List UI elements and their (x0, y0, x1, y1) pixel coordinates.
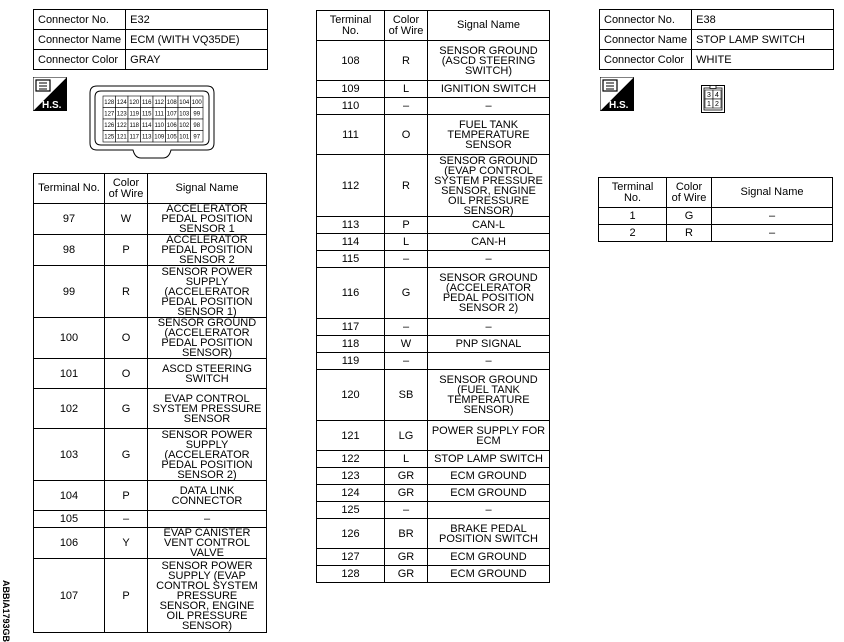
connector-pin-label: 111 (154, 111, 164, 118)
table-row (34, 559, 267, 633)
wire-color-cell: P (105, 559, 148, 633)
signal-name-cell: SENSOR GROUND (EVAP CONTROL SYSTEM PRESSURE SENSOR, ENGINE OIL PRESSURE SENSOR) (428, 155, 550, 217)
terminal-cell: 118 (317, 336, 385, 353)
signal-name-cell: – (428, 502, 550, 519)
terminal-cell: 115 (317, 251, 385, 268)
wire-color-cell: LG (385, 421, 428, 451)
left-connector-info (33, 9, 268, 70)
connector-pin-label: 124 (116, 100, 127, 106)
ecm-connector-face (87, 83, 217, 161)
wire-color-cell: GR (385, 468, 428, 485)
terminal-cell: 100 (34, 318, 105, 359)
terminal-cell: 101 (34, 359, 105, 389)
info-value: ECM (WITH VQ35DE) (126, 30, 268, 50)
table-row (317, 155, 550, 217)
table-row (317, 251, 550, 268)
connector-pin-label: 115 (141, 111, 152, 118)
stop-lamp-connector-face (701, 85, 725, 113)
col-signal-header: Signal Name (712, 178, 833, 208)
table-row (317, 98, 550, 115)
terminal-cell: 104 (34, 481, 105, 511)
table-row (317, 370, 550, 421)
figure-code: ABBIA1793GB (1, 580, 11, 642)
connector-pin-label: 102 (179, 123, 190, 129)
wire-color-cell: W (105, 204, 148, 235)
connector-pin-label: 1 (707, 101, 711, 108)
connector-pin-label: 128 (104, 100, 115, 106)
terminal-cell: 117 (317, 319, 385, 336)
table-row (317, 234, 550, 251)
connector-pin-label: 118 (129, 123, 140, 129)
terminal-cell: 109 (317, 81, 385, 98)
terminal-cell: 127 (317, 549, 385, 566)
signal-name-cell: SENSOR POWER SUPPLY (ACCELERATOR PEDAL POSITION SENSOR 2) (148, 429, 267, 481)
table-row (317, 336, 550, 353)
terminal-cell: 128 (317, 566, 385, 583)
wire-color-cell: G (667, 208, 712, 225)
connector-pin-label: 99 (193, 111, 201, 118)
table-row (317, 519, 550, 549)
table-row (34, 481, 267, 511)
info-label: Connector No. (34, 10, 126, 30)
connector-pin-label: 97 (193, 134, 201, 141)
info-row (34, 10, 268, 30)
signal-name-cell: ECM GROUND (428, 485, 550, 502)
table-row (317, 115, 550, 155)
table-header-row (317, 11, 550, 41)
wire-color-cell: O (105, 318, 148, 359)
wire-color-cell: G (385, 268, 428, 319)
terminal-cell: 1 (599, 208, 667, 225)
terminal-cell: 97 (34, 204, 105, 235)
terminal-cell: 111 (317, 115, 385, 155)
terminal-cell: 126 (317, 519, 385, 549)
wire-color-cell: W (385, 336, 428, 353)
signal-name-cell: CAN-H (428, 234, 550, 251)
connector-pin-label: 122 (116, 123, 127, 129)
signal-name-cell: EVAP CANISTER VENT CONTROL VALVE (148, 528, 267, 559)
signal-name-cell: SENSOR GROUND (ACCELERATOR PEDAL POSITION SENSOR) (148, 318, 267, 359)
connector-pin-label: 100 (191, 100, 202, 106)
terminal-cell: 121 (317, 421, 385, 451)
info-row (600, 50, 834, 70)
connector-pin-label: 103 (179, 111, 190, 118)
harness-side-icon (33, 77, 67, 111)
signal-name-cell: EVAP CONTROL SYSTEM PRESSURE SENSOR (148, 389, 267, 429)
info-row (34, 50, 268, 70)
wire-color-cell: R (667, 225, 712, 242)
table-row (317, 353, 550, 370)
info-label: Connector Color (600, 50, 692, 70)
connector-pin-label: 3 (707, 92, 711, 99)
table-row (34, 389, 267, 429)
signal-name-cell: ACCELERATOR PEDAL POSITION SENSOR 2 (148, 235, 267, 266)
table-row (317, 217, 550, 234)
connector-pin-label: 117 (129, 134, 140, 141)
signal-name-cell: – (148, 511, 267, 528)
connector-pin-label: 113 (141, 134, 152, 141)
wire-color-cell: L (385, 81, 428, 98)
table-row (317, 41, 550, 81)
table-row (317, 468, 550, 485)
wire-color-cell: L (385, 451, 428, 468)
wire-color-cell: R (105, 266, 148, 318)
wire-color-cell: G (105, 429, 148, 481)
connector-pin-label: 106 (166, 123, 177, 129)
table-row (34, 429, 267, 481)
wire-color-cell: GR (385, 485, 428, 502)
signal-name-cell: POWER SUPPLY FOR ECM (428, 421, 550, 451)
col-terminal-header: Terminal No. (599, 178, 667, 208)
terminal-cell: 119 (317, 353, 385, 370)
table-row (317, 421, 550, 451)
terminal-cell: 106 (34, 528, 105, 559)
connector-pin-label: 120 (129, 100, 140, 106)
terminal-cell: 108 (317, 41, 385, 81)
terminal-cell: 110 (317, 98, 385, 115)
signal-name-cell: ASCD STEERING SWITCH (148, 359, 267, 389)
connector-pin-label: 108 (166, 100, 177, 106)
info-value: STOP LAMP SWITCH (692, 30, 834, 50)
info-value: GRAY (126, 50, 268, 70)
wire-color-cell: P (385, 217, 428, 234)
terminal-cell: 102 (34, 389, 105, 429)
wire-color-cell: SB (385, 370, 428, 421)
table-row (34, 318, 267, 359)
table-row (599, 225, 833, 242)
col-signal-header: Signal Name (428, 11, 550, 41)
wire-color-cell: Y (105, 528, 148, 559)
terminal-cell: 123 (317, 468, 385, 485)
terminal-cell: 2 (599, 225, 667, 242)
col-color-header: Color of Wire (105, 174, 148, 204)
terminal-cell: 124 (317, 485, 385, 502)
col-terminal-header: Terminal No. (317, 11, 385, 41)
table-row (34, 359, 267, 389)
table-header-row (34, 174, 267, 204)
connector-pin-label: 104 (179, 100, 190, 106)
right-connector-info (599, 9, 834, 70)
info-value: E32 (126, 10, 268, 30)
signal-name-cell: STOP LAMP SWITCH (428, 451, 550, 468)
col-signal-header: Signal Name (148, 174, 267, 204)
signal-name-cell: BRAKE PEDAL POSITION SWITCH (428, 519, 550, 549)
connector-pin-label: 126 (104, 123, 115, 129)
connector-pin-label: 101 (179, 134, 190, 141)
wire-color-cell: R (385, 155, 428, 217)
signal-name-cell: SENSOR POWER SUPPLY (ACCELERATOR PEDAL POSITION SENSOR 1) (148, 266, 267, 318)
signal-name-cell: SENSOR POWER SUPPLY (EVAP CONTROL SYSTEM PRESSURE SENSOR, ENGINE OIL PRESSURE SENSOR) (148, 559, 267, 633)
info-label: Connector Name (34, 30, 126, 50)
signal-name-cell: – (712, 225, 833, 242)
connector-pin-label: 125 (104, 134, 115, 141)
connector-pin-label: 123 (116, 111, 127, 118)
wire-color-cell: – (385, 98, 428, 115)
table-row (34, 511, 267, 528)
signal-name-cell: – (428, 353, 550, 370)
table-row (317, 485, 550, 502)
signal-name-cell: CAN-L (428, 217, 550, 234)
terminal-cell: 99 (34, 266, 105, 318)
signal-name-cell: ECM GROUND (428, 566, 550, 583)
wire-color-cell: R (385, 41, 428, 81)
signal-name-cell: DATA LINK CONNECTOR (148, 481, 267, 511)
terminal-cell: 113 (317, 217, 385, 234)
signal-name-cell: SENSOR GROUND (FUEL TANK TEMPERATURE SENSOR) (428, 370, 550, 421)
table-row (34, 266, 267, 318)
terminal-cell: 98 (34, 235, 105, 266)
wire-color-cell: GR (385, 549, 428, 566)
connector-pin-label: 107 (166, 111, 177, 118)
hs-label: H.S. (609, 100, 629, 111)
terminal-cell: 114 (317, 234, 385, 251)
connector-pin-label: 2 (715, 101, 719, 108)
wire-color-cell: BR (385, 519, 428, 549)
table-header-row (599, 178, 833, 208)
terminal-cell: 116 (317, 268, 385, 319)
connector-pin-label: 112 (154, 100, 165, 106)
wire-color-cell: – (385, 353, 428, 370)
signal-name-cell: ACCELERATOR PEDAL POSITION SENSOR 1 (148, 204, 267, 235)
table-row (317, 268, 550, 319)
terminal-cell: 125 (317, 502, 385, 519)
connector-pin-label: 105 (166, 134, 177, 141)
connector-pin-label: 110 (154, 123, 165, 129)
table-row (34, 204, 267, 235)
wire-color-cell: – (385, 251, 428, 268)
table-row (317, 566, 550, 583)
wire-color-cell: P (105, 481, 148, 511)
signal-name-cell: ECM GROUND (428, 468, 550, 485)
wire-color-cell: G (105, 389, 148, 429)
harness-side-icon (600, 77, 634, 111)
col-terminal-header: Terminal No. (34, 174, 105, 204)
table-row (317, 319, 550, 336)
connector-pin-label: 114 (141, 123, 152, 129)
signal-name-cell: ECM GROUND (428, 549, 550, 566)
signal-name-cell: SENSOR GROUND (ASCD STEERING SWITCH) (428, 41, 550, 81)
info-label: Connector No. (600, 10, 692, 30)
terminal-cell: 105 (34, 511, 105, 528)
connector-pin-label: 116 (141, 100, 152, 106)
table-row (317, 81, 550, 98)
wire-color-cell: GR (385, 566, 428, 583)
wire-color-cell: – (385, 502, 428, 519)
signal-name-cell: SENSOR GROUND (ACCELERATOR PEDAL POSITION SENSOR 2) (428, 268, 550, 319)
col-color-header: Color of Wire (667, 178, 712, 208)
wire-color-cell: O (385, 115, 428, 155)
signal-name-cell: – (428, 319, 550, 336)
signal-name-cell: – (428, 98, 550, 115)
wire-color-cell: – (385, 319, 428, 336)
wire-color-cell: L (385, 234, 428, 251)
terminal-cell: 107 (34, 559, 105, 633)
wire-color-cell: – (105, 511, 148, 528)
terminal-table-1 (33, 173, 267, 633)
signal-name-cell: FUEL TANK TEMPERATURE SENSOR (428, 115, 550, 155)
table-row (317, 549, 550, 566)
connector-pin-label: 4 (715, 92, 719, 99)
table-row (317, 451, 550, 468)
signal-name-cell: – (712, 208, 833, 225)
terminal-cell: 103 (34, 429, 105, 481)
terminal-table-2 (316, 10, 550, 583)
connector-pin-label: 127 (104, 111, 115, 118)
signal-name-cell: IGNITION SWITCH (428, 81, 550, 98)
info-row (34, 30, 268, 50)
hs-label: H.S. (42, 100, 62, 111)
connector-pin-label: 98 (193, 123, 201, 129)
info-value: E38 (692, 10, 834, 30)
table-row (34, 528, 267, 559)
connector-pin-label: 121 (116, 134, 127, 141)
connector-pin-label: 109 (154, 134, 165, 141)
table-row (317, 502, 550, 519)
wire-color-cell: O (105, 359, 148, 389)
col-color-header: Color of Wire (385, 11, 428, 41)
info-row (600, 30, 834, 50)
info-label: Connector Name (600, 30, 692, 50)
signal-name-cell: PNP SIGNAL (428, 336, 550, 353)
terminal-cell: 122 (317, 451, 385, 468)
info-value: WHITE (692, 50, 834, 70)
wire-color-cell: P (105, 235, 148, 266)
connector-pin-label: 119 (129, 111, 140, 118)
table-row (599, 208, 833, 225)
signal-name-cell: – (428, 251, 550, 268)
info-row (600, 10, 834, 30)
terminal-table-3 (598, 177, 833, 242)
info-label: Connector Color (34, 50, 126, 70)
table-row (34, 235, 267, 266)
terminal-cell: 112 (317, 155, 385, 217)
terminal-cell: 120 (317, 370, 385, 421)
